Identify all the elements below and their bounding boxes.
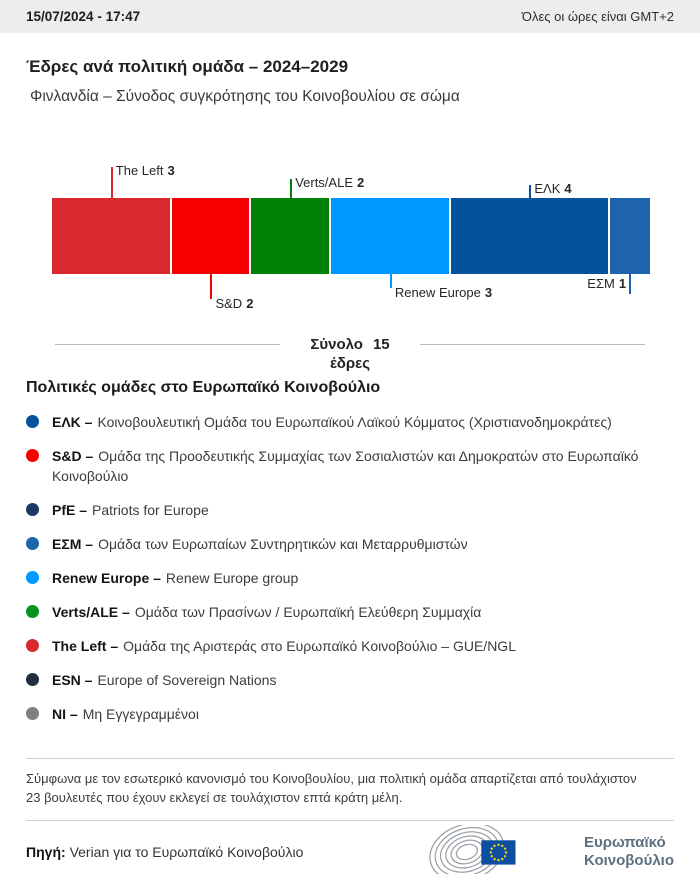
legend-abbr: The Left – xyxy=(52,638,119,654)
legend-color-dot xyxy=(26,707,39,720)
callout-label: ΕΣΜ 1 xyxy=(587,276,627,291)
bar-segment xyxy=(610,198,650,274)
page-subtitle: Φινλανδία – Σύνοδος συγκρότησης του Κοινοβουλίου σε σώμα xyxy=(30,88,460,105)
total-label: Σύνολο xyxy=(310,336,363,353)
legend-item-text xyxy=(52,704,199,724)
legend-item-text xyxy=(52,602,481,622)
logo-text xyxy=(584,834,674,870)
legend-item xyxy=(26,446,674,486)
legend-color-dot xyxy=(26,673,39,686)
seats-bar xyxy=(52,163,650,311)
eu-flag-icon xyxy=(481,840,515,864)
callout-tick xyxy=(210,274,212,299)
top-bar xyxy=(0,0,700,33)
legend-desc: Europe of Sovereign Nations xyxy=(97,672,277,688)
legend-item xyxy=(26,534,674,554)
bar-segment xyxy=(331,198,451,274)
callout-label: S&D 2 xyxy=(215,296,254,311)
legend-color-dot xyxy=(26,415,39,428)
legend-abbr: S&D – xyxy=(52,448,94,464)
legend-item xyxy=(26,670,674,690)
legend-desc: Renew Europe group xyxy=(165,570,299,586)
datetime-text: 15/07/2024 - 17:47 xyxy=(26,9,141,24)
bar-segment xyxy=(172,198,252,274)
european-parliament-logo xyxy=(426,825,674,874)
legend-item-text xyxy=(52,670,276,690)
legend-item-text xyxy=(52,412,612,432)
legend-desc: Ομάδα της Αριστεράς στο Ευρωπαϊκό Κοινοβούλιο – GUE/NGL xyxy=(123,638,516,654)
page-title: Έδρες ανά πολιτική ομάδα – 2024–2029 xyxy=(26,57,349,76)
legend-item-text xyxy=(52,500,209,520)
legend-desc: Patriots for Europe xyxy=(92,502,209,518)
legend-abbr: NI – xyxy=(52,706,78,722)
total-divider-left xyxy=(55,344,280,345)
legend-list xyxy=(26,412,674,724)
legend-abbr: ΕΛΚ – xyxy=(52,414,93,430)
source-line xyxy=(26,844,303,860)
legend-color-dot xyxy=(26,449,39,462)
callout-tick xyxy=(629,274,631,294)
seats-chart xyxy=(0,149,700,321)
total-divider-right xyxy=(420,344,645,345)
legend-abbr: PfE – xyxy=(52,502,88,518)
total-seats xyxy=(310,335,389,373)
legend-desc: Μη Εγγεγραμμένοι xyxy=(82,706,199,722)
legend-desc: Ομάδα της Προοδευτικής Συμμαχίας των Σοσιαλιστών και Δημοκρατών στο Ευρωπαϊκό Κοινοβούλιο xyxy=(52,448,639,484)
legend-desc: Κοινοβουλευτική Ομάδα του Ευρωπαϊκού Λαϊκού Κόμματος (Χριστιανοδημοκράτες) xyxy=(97,414,612,430)
legend-item xyxy=(26,568,674,588)
legend-item xyxy=(26,412,674,432)
total-value: 15 xyxy=(372,336,390,353)
callout-label: ΕΛΚ 4 xyxy=(534,181,572,196)
legend-heading: Πολιτικές ομάδες στο Ευρωπαϊκό Κοινοβούλιο xyxy=(26,379,381,396)
legend-item xyxy=(26,602,674,622)
footnote xyxy=(26,758,674,821)
callout-tick xyxy=(111,167,113,198)
legend-color-dot xyxy=(26,571,39,584)
hemicycle-icon xyxy=(426,825,578,874)
bar-segment xyxy=(52,198,172,274)
legend-abbr: Verts/ALE – xyxy=(52,604,130,620)
logo-line2: Κοινοβούλιο xyxy=(583,852,674,869)
legend-color-dot xyxy=(26,503,39,516)
legend-item xyxy=(26,704,674,724)
footnote-text: Σύμφωνα με τον εσωτερικό κανονισμό του Κοινοβουλίου, μια πολιτική ομάδα απαρτίζεται από τουλάχιστον 23 βουλευτές που έχουν εκλεγεί σε τουλάχιστον επτά κράτη μέλη. xyxy=(26,771,637,805)
callout-tick xyxy=(529,185,531,198)
timezone-note: Όλες οι ώρες είναι GMT+2 xyxy=(521,9,674,24)
legend-item-text xyxy=(52,534,468,554)
logo-line1: Ευρωπαϊκό xyxy=(583,834,666,851)
bar-segment xyxy=(451,198,610,274)
bar-segment xyxy=(251,198,331,274)
legend-abbr: ESN – xyxy=(52,672,93,688)
legend-desc: Ομάδα των Ευρωπαίων Συντηρητικών και Μεταρρυθμιστών xyxy=(98,536,468,552)
total-unit: έδρες xyxy=(329,355,371,372)
stacked-bar xyxy=(52,198,650,274)
legend-item xyxy=(26,636,674,656)
legend-color-dot xyxy=(26,639,39,652)
callout-label: Verts/ALE 2 xyxy=(295,175,365,190)
legend-color-dot xyxy=(26,605,39,618)
callout-label: Renew Europe 3 xyxy=(394,285,493,300)
legend-color-dot xyxy=(26,537,39,550)
total-row xyxy=(55,335,645,373)
source-text: Verian για το Ευρωπαϊκό Κοινοβούλιο xyxy=(69,844,304,860)
callout-tick xyxy=(290,179,292,198)
footer xyxy=(0,825,700,874)
legend-item-text xyxy=(52,568,298,588)
legend-abbr: Renew Europe – xyxy=(52,570,161,586)
legend-abbr: ΕΣΜ – xyxy=(52,536,94,552)
legend-item xyxy=(26,500,674,520)
source-label: Πηγή: xyxy=(26,844,66,860)
legend-desc: Ομάδα των Πρασίνων / Ευρωπαϊκή Ελεύθερη Συμμαχία xyxy=(134,604,482,620)
callout-tick xyxy=(390,274,392,288)
legend-item-text xyxy=(52,636,516,656)
callout-label: The Left 3 xyxy=(115,163,175,178)
legend-item-text xyxy=(52,446,652,486)
